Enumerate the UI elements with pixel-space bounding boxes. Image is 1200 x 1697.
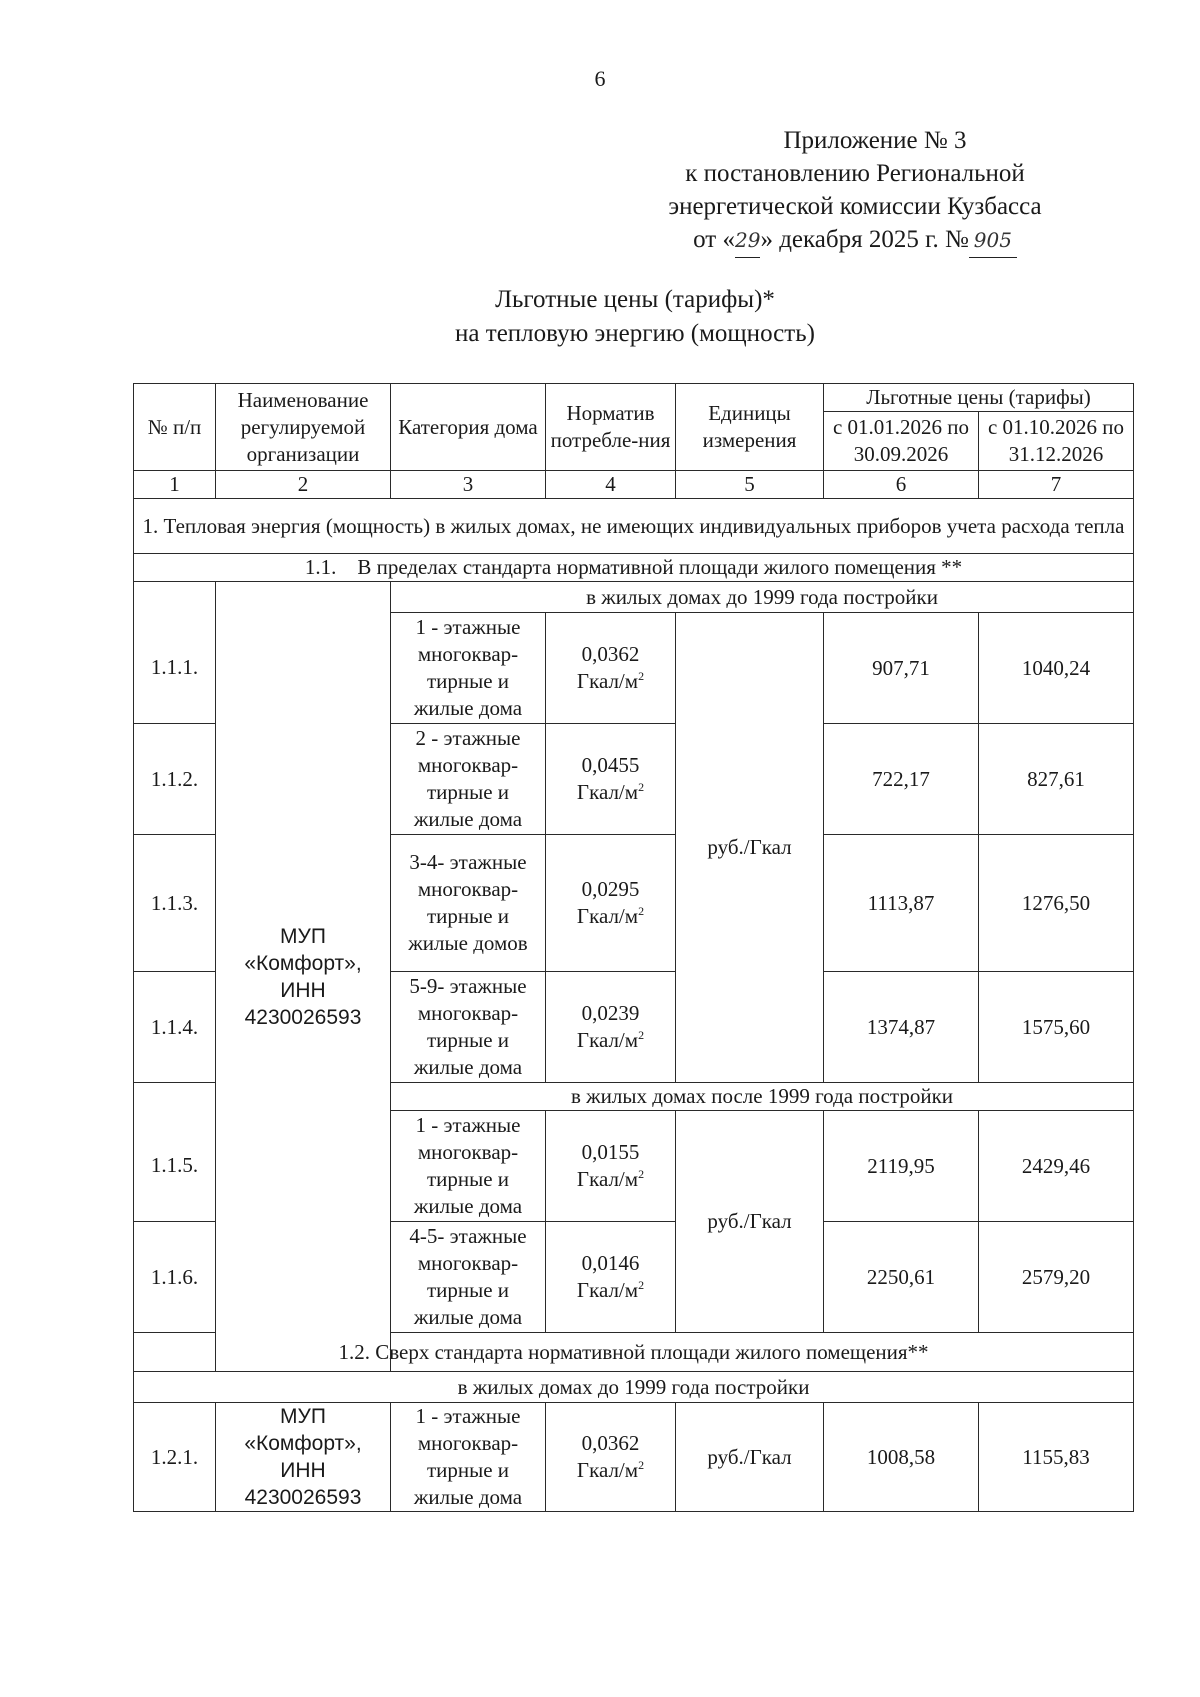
row-num: 1.1.3. [134,835,216,972]
column-numbers-row [134,471,1134,499]
row-price-1: 1113,87 [824,835,979,972]
group-before-1999: в жилых домах до 1999 года постройки [134,1372,1134,1403]
row-num: 1.1.2. [134,724,216,835]
date-prefix: от « [693,226,735,253]
group-row [134,582,1134,613]
row-price-1: 1008,58 [824,1403,979,1512]
appendix-title: Приложение № 3 [783,127,967,154]
header-org: Наименование регулируемой организации [216,384,391,471]
row-norm: 0,0362 Гкал/$м^2$ [546,1403,676,1512]
header-prices: Льготные цены (тарифы) [824,384,1134,412]
row-norm: 0,0155 Гкал/$м^2$ [546,1111,676,1222]
row-num: 1.2.1. [134,1403,216,1512]
row-num: 1.1.6. [134,1222,216,1333]
header-num: № п/п [134,384,216,471]
row-price-1: 722,17 [824,724,979,835]
col-number: 1 [134,471,216,499]
row-category: 5-9- этажные многоквар-тирные и жилые дома [391,972,546,1083]
tariffs-table [133,383,1134,1512]
col-number: 6 [824,471,979,499]
row-price-2: 2579,20 [979,1222,1134,1333]
row-category: 3-4- этажные многоквар-тирные и жилые домов [391,835,546,972]
row-unit: руб./Гкал [676,1403,824,1512]
col-number: 5 [676,471,824,499]
col-number: 2 [216,471,391,499]
row-price-2: 1040,24 [979,613,1134,724]
row-num: 1.1.5. [134,1111,216,1222]
row-price-2: 1276,50 [979,835,1134,972]
date-mid: » декабря 2025 г. № [760,226,969,253]
row-price-1: 2119,95 [824,1111,979,1222]
title-line-2: на тепловую энергию (мощность) [455,320,815,347]
section-row [134,499,1134,554]
row-price-2: 827,61 [979,724,1134,835]
appendix-header [640,124,1070,258]
subsection-row [134,554,1134,582]
col-number: 7 [979,471,1134,499]
handwritten-day: 29 [735,224,760,258]
header-category: Категория дома [391,384,546,471]
title-line-1: Льготные цены (тарифы)* [495,286,775,313]
header-unit: Единицы измерения [676,384,824,471]
header-period-2: с 01.10.2026 по 31.12.2026 [979,412,1134,471]
col-number: 3 [391,471,546,499]
handwritten-number: 905 [969,224,1017,258]
section-1-heading: 1. Тепловая энергия (мощность) в жилых домах, не имеющих индивидуальных приборов учета расхода тепла [134,499,1134,554]
row-price-2: 1575,60 [979,972,1134,1083]
row-unit: руб./Гкал [676,1111,824,1333]
row-category: 4-5- этажные многоквар-тирные и жилые дома [391,1222,546,1333]
group-before-1999: в жилых домах до 1999 года постройки [391,582,1134,613]
header-row [134,384,1134,412]
row-norm: 0,0362 Гкал/$м^2$ [546,613,676,724]
page-number: 6 [594,66,606,91]
row-category: 1 - этажные многоквар-тирные и жилые дома [391,613,546,724]
row-category: 1 - этажные многоквар-тирные и жилые дома [391,1403,546,1512]
row-category: 2 - этажные многоквар-тирные и жилые дома [391,724,546,835]
row-unit: руб./Гкал [676,613,824,1083]
row-norm: 0,0295 Гкал/$м^2$ [546,835,676,972]
document-title [0,283,1200,351]
subsection-1-2-heading: 1.2. Сверх стандарта нормативной площади жилого помещения** [134,1333,1134,1372]
row-norm: 0,0455 Гкал/$м^2$ [546,724,676,835]
row-price-1: 907,71 [824,613,979,724]
subsection-row [134,1333,1134,1372]
header-norm: Норматив потребле-ния [546,384,676,471]
row-price-1: 2250,61 [824,1222,979,1333]
col-number: 4 [546,471,676,499]
row-price-2: 1155,83 [979,1403,1134,1512]
row-category: 1 - этажные многоквар-тирные и жилые дома [391,1111,546,1222]
row-norm: 0,0239 Гкал/$м^2$ [546,972,676,1083]
subsection-1-1-heading: 1.1. В пределах стандарта нормативной площади жилого помещения ** [134,554,1134,582]
org-name: МУП «Комфорт», ИНН 4230026593 [216,582,391,1372]
group-after-1999: в жилых домах после 1999 года постройки [391,1083,1134,1111]
org-name: МУП «Комфорт», ИНН 4230026593 [216,1403,391,1512]
header-period-1: с 01.01.2026 по 30.09.2026 [824,412,979,471]
row-price-1: 1374,87 [824,972,979,1083]
group-row [134,1372,1134,1403]
appendix-date-line [640,223,1070,258]
table-row [134,1403,1134,1512]
row-num: 1.1.1. [134,613,216,724]
appendix-line-2: к постановлению Региональной [685,160,1025,187]
row-norm: 0,0146 Гкал/$м^2$ [546,1222,676,1333]
appendix-line-3: энергетической комиссии Кузбасса [668,193,1042,220]
row-num: 1.1.4. [134,972,216,1083]
row-price-2: 2429,46 [979,1111,1134,1222]
